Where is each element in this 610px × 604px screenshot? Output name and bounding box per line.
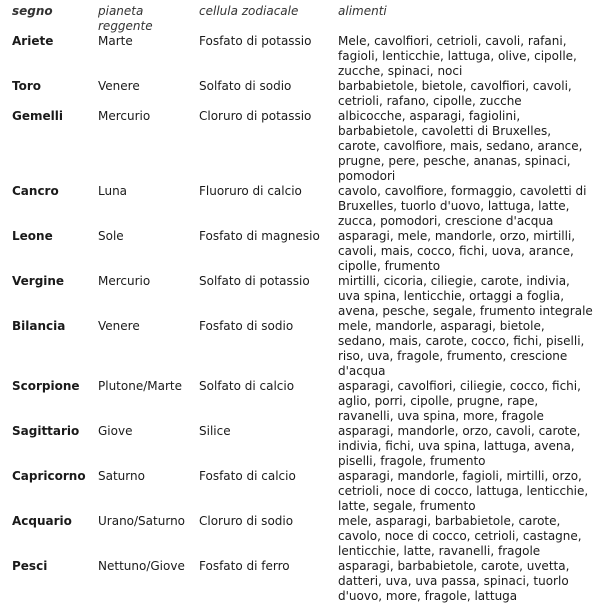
cell-segno: Toro: [12, 79, 41, 93]
cell-alimenti: mele, asparagi, barbabietole, carote, cavolo, noce di cocco, cetrioli, castagne, lenticchie, latte, ravanelli, fragole: [338, 514, 582, 558]
table-row: [12, 274, 593, 319]
cell-cellula: Fosfato di magnesio: [199, 229, 320, 243]
cell-alimenti: albicocche, asparagi, fagiolini, barbabietole, cavoletti di Bruxelles, carote, cavolfiore, mais, sedano, arance, prugne, pere, pesche, ananas, spinaci, pomodori: [338, 109, 583, 183]
cell-segno: Gemelli: [12, 109, 63, 123]
cell-alimenti: asparagi, cavolfiori, ciliegie, cocco, fichi, aglio, porri, cipolle, prugne, rape, ravanelli, uva spina, more, fragole: [338, 379, 581, 423]
cell-pianeta: Urano/Saturno: [98, 514, 186, 528]
cell-pianeta: Luna: [98, 184, 128, 198]
cell-segno: Vergine: [12, 274, 65, 288]
cell-pianeta: Venere: [98, 319, 140, 333]
table-row: [12, 184, 593, 229]
header-cellula: cellula zodiacale: [199, 4, 299, 18]
table-row: [12, 424, 593, 469]
cell-cellula: Fosfato di calcio: [199, 469, 296, 483]
cell-segno: Bilancia: [12, 319, 66, 333]
cell-pianeta: Sole: [98, 229, 124, 243]
cell-cellula: Cloruro di sodio: [199, 514, 294, 528]
cell-segno: Pesci: [12, 559, 48, 573]
cell-alimenti: asparagi, mandorle, orzo, cavoli, carote, indivia, fichi, uva spina, lattuga, avena, piselli, fragole, frumento: [338, 424, 581, 468]
cell-pianeta: Plutone/Marte: [98, 379, 182, 393]
cell-pianeta: Saturno: [98, 469, 145, 483]
cell-pianeta: Mercurio: [98, 109, 151, 123]
cell-cellula: Solfato di potassio: [199, 274, 310, 288]
cell-cellula: Cloruro di potassio: [199, 109, 312, 123]
zodiac-food-table: [12, 4, 593, 604]
cell-cellula: Fosfato di potassio: [199, 34, 312, 48]
table-header-row: [12, 4, 593, 34]
cell-alimenti: Mele, cavolfiori, cetrioli, cavoli, rafani, fagioli, lenticchie, lattuga, olive, cipolle, zucche, spinaci, noci: [338, 34, 577, 78]
cell-pianeta: Mercurio: [98, 274, 151, 288]
cell-segno: Acquario: [12, 514, 72, 528]
cell-cellula: Fosfato di sodio: [199, 319, 294, 333]
cell-segno: Leone: [12, 229, 53, 243]
cell-alimenti: cavolo, cavolfiore, formaggio, cavoletti di Bruxelles, tuorlo d'uovo, lattuga, latte, zucca, pomodori, crescione d'acqua: [338, 184, 587, 228]
cell-segno: Ariete: [12, 34, 54, 48]
cell-segno: Capricorno: [12, 469, 86, 483]
header-segno: segno: [12, 4, 53, 18]
cell-pianeta: Nettuno/Giove: [98, 559, 185, 573]
cell-cellula: Fluoruro di calcio: [199, 184, 302, 198]
header-pianeta: pianeta reggente: [98, 4, 153, 33]
header-alimenti: alimenti: [338, 4, 387, 18]
cell-alimenti: asparagi, mandorle, fagioli, mirtilli, orzo, cetrioli, noce di cocco, lattuga, lenticchie, latte, segale, frumento: [338, 469, 589, 513]
cell-alimenti: mirtilli, cicoria, ciliegie, carote, indivia, uva spina, lenticchie, ortaggi a foglia, avena, pesche, segale, frumento integrale: [338, 274, 593, 318]
cell-cellula: Solfato di sodio: [199, 79, 292, 93]
table-row: [12, 229, 593, 274]
table-row: [12, 319, 593, 379]
table-row: [12, 469, 593, 514]
cell-pianeta: Marte: [98, 34, 133, 48]
cell-segno: Cancro: [12, 184, 59, 198]
cell-pianeta: Giove: [98, 424, 133, 438]
cell-segno: Scorpione: [12, 379, 80, 393]
cell-pianeta: Venere: [98, 79, 140, 93]
cell-segno: Sagittario: [12, 424, 80, 438]
cell-alimenti: asparagi, barbabietole, carote, uvetta, datteri, uva, uva passa, spinaci, tuorlo d'uovo, more, fragole, lattuga: [338, 559, 570, 603]
table-row: [12, 34, 593, 79]
table-row: [12, 79, 593, 109]
cell-alimenti: asparagi, mele, mandorle, orzo, mirtilli, cavoli, mais, cocco, fichi, uova, arance, cipolle, frumento: [338, 229, 576, 273]
table-body: [12, 34, 593, 604]
table-row: [12, 109, 593, 184]
cell-alimenti: mele, mandorle, asparagi, bietole, sedano, mais, carote, cocco, fichi, piselli, riso, uva, fragole, frumento, crescione d'acqua: [338, 319, 585, 378]
table-row: [12, 379, 593, 424]
cell-cellula: Silice: [199, 424, 231, 438]
table-row: [12, 514, 593, 559]
cell-cellula: Solfato di calcio: [199, 379, 295, 393]
table-row: [12, 559, 593, 604]
cell-cellula: Fosfato di ferro: [199, 559, 290, 573]
cell-alimenti: barbabietole, bietole, cavolfiori, cavoli, cetrioli, rafano, cipolle, zucche: [338, 79, 572, 108]
